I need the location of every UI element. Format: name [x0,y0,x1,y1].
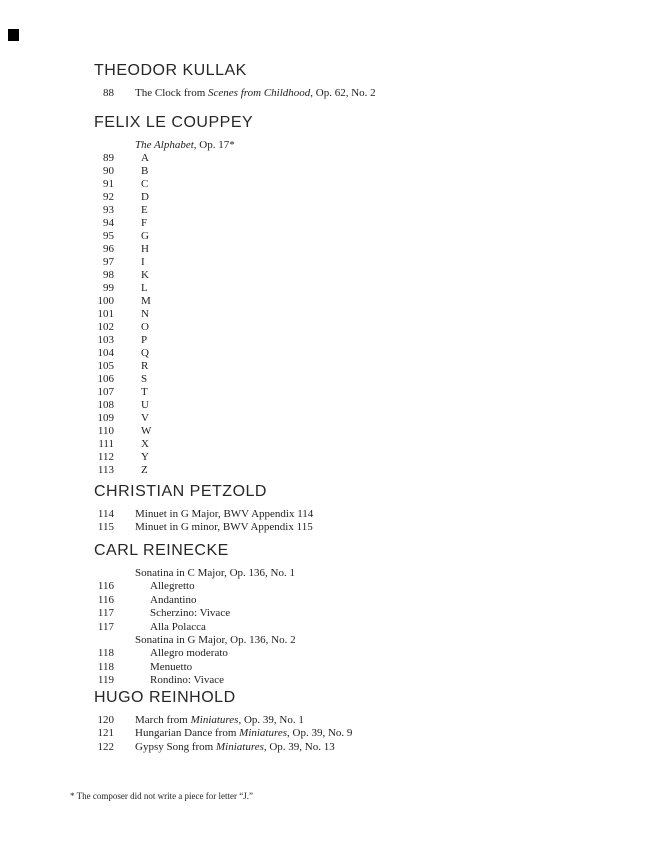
piece-title: D [141,191,149,204]
footnote: * The composer did not write a piece for letter “J.” [70,791,254,801]
title-text: Gypsy Song from [135,740,216,753]
section-christian-petzold [94,482,574,535]
toc-item [94,334,574,347]
page-number: 96 [103,243,114,256]
page-number: 102 [97,321,114,334]
toc-item [94,321,574,334]
piece-title: U [141,399,149,412]
page-number: 114 [97,508,114,520]
collection-subheading: Sonatina in C Major, Op. 136, No. 1 [135,567,295,579]
page-number: 118 [97,647,114,660]
page-number: 98 [103,269,114,282]
composer-heading: CHRISTIAN PETZOLD [94,483,267,500]
toc-item [94,373,574,386]
piece-title: R [141,360,149,373]
title-text: March from [135,714,191,726]
page-number: 88 [103,87,114,99]
piece-title: A [141,152,149,165]
toc-item [94,647,574,660]
page-number: 94 [103,217,114,230]
page-number: 90 [103,165,114,178]
title-italic-text: Scenes from Childhood [208,87,311,99]
piece-title: V [141,412,149,425]
composer-heading: CARL REINECKE [94,542,229,559]
piece-title: S [141,373,148,386]
toc-item [94,360,574,373]
toc-item [94,521,574,534]
collection-title [135,139,235,152]
title-text: The Clock from [135,87,209,99]
toc-item [94,295,574,308]
page-number: 120 [97,714,114,726]
piece-title: Minuet in G minor, BWV Appendix 115 [135,521,313,534]
piece-title: Minuet in G Major, BWV Appendix 114 [135,508,314,520]
piece-title: P [141,334,148,347]
toc-item [94,412,574,425]
piece-title: G [141,230,149,243]
toc-item [94,243,574,256]
composer-heading: FELIX LE COUPPEY [94,114,254,131]
title-text: , Op. 39, No. 13 [263,740,335,753]
toc-item [94,451,574,464]
toc-item [94,282,574,295]
piece-title: I [141,256,145,269]
page-number: 103 [97,334,114,347]
piece-title: B [141,165,149,178]
toc-item [94,594,574,607]
piece-title: K [141,269,149,282]
toc-item [94,727,574,740]
toc-item [94,347,574,360]
toc-item [94,256,574,269]
petzold-list [94,508,574,535]
title-italic-text: Miniatures [239,727,288,740]
toc-item [94,425,574,438]
movement-title: Rondino: Vivace [150,674,224,687]
toc-item [94,165,574,178]
toc-item [94,399,574,412]
piece-title: F [141,217,148,230]
page-number: 107 [97,386,114,399]
toc-item [94,87,574,100]
toc-item [94,308,574,321]
page-number: 116 [97,580,114,593]
title-italic-text: Miniatures [190,714,239,726]
toc-item [94,204,574,217]
page-number: 112 [97,451,114,464]
toc-item [94,386,574,399]
section-carl-reinecke [94,541,574,688]
page-number: 100 [97,295,114,308]
page-number: 116 [97,593,114,606]
sonatina-1-movements [94,580,574,634]
toc-item [94,607,574,620]
page-number: 93 [103,204,114,217]
toc-item [94,508,574,521]
section-theodor-kullak [94,61,574,100]
alphabet-list [94,152,574,477]
piece-title: Z [141,464,148,477]
page-number: 110 [97,425,114,438]
piece-title: T [141,386,148,399]
piece-title [135,741,335,754]
toc-item [94,152,574,165]
page-number: 97 [103,256,114,269]
movement-title: Allegretto [150,580,195,593]
toc-item [94,269,574,282]
collection-subheading: Sonatina in G Major, Op. 136, No. 2 [135,634,296,647]
piece-title: N [141,308,149,321]
movement-title: Andantino [150,593,197,606]
page-number: 108 [97,399,114,412]
piece-title [135,714,304,727]
page-number: 105 [97,360,114,373]
piece-title [135,727,352,740]
page-number: 89 [103,152,114,165]
page-number: 121 [97,727,114,740]
reinhold-list [94,714,574,754]
movement-title: Alla Polacca [150,620,206,633]
page-number: 115 [97,521,114,534]
movement-title: Scherzino: Vivace [150,607,231,620]
page-number: 109 [97,412,114,425]
toc-item [94,661,574,674]
toc-item [94,674,574,687]
composer-heading: HUGO REINHOLD [94,689,236,706]
toc-item [94,230,574,243]
toc-item [94,621,574,634]
toc-item [94,464,574,477]
toc-item [94,438,574,451]
toc-item [94,217,574,230]
piece-title: L [141,282,148,295]
print-registration-mark [8,29,19,41]
page-number: 118 [97,660,114,673]
page-number: 117 [97,607,114,620]
title-text: , Op. 39, No. 1 [238,714,304,726]
page-number: 119 [97,674,114,687]
piece-title: Q [141,347,149,360]
title-text: , Op. 62, No. 2 [310,87,376,99]
piece-title: M [141,295,151,308]
toc-item [94,580,574,593]
section-hugo-reinhold [94,688,574,754]
title-italic-text: Miniatures [215,740,264,753]
page-number: 113 [97,464,114,477]
sonatina-2-movements [94,647,574,687]
collection-title-row [94,139,574,152]
toc-item [94,714,574,727]
piece-title: C [141,178,149,191]
page-number: 117 [97,620,114,633]
page-number: 106 [97,373,114,386]
toc-item [94,741,574,754]
title-italic-text: The Alphabet [135,139,194,151]
piece-title [135,87,376,100]
section-felix-le-couppey [94,113,574,477]
page-number: 99 [103,282,114,295]
title-text: Hungarian Dance from [135,727,240,740]
piece-title: O [141,321,149,334]
page-number: 101 [97,308,114,321]
piece-title: E [141,204,148,217]
page-number: 104 [97,347,114,360]
piece-title: H [141,243,149,256]
title-text: , Op. 39, No. 9 [287,727,353,740]
movement-title: Allegro moderato [150,647,228,660]
toc-item [94,178,574,191]
page-number: 95 [103,230,114,243]
toc-item [94,191,574,204]
title-text: , Op. 17* [193,139,235,151]
page-number: 122 [97,740,114,753]
piece-title: W [141,425,152,438]
composer-heading: THEODOR KULLAK [94,62,247,79]
piece-title: X [141,438,149,451]
page-number: 91 [103,178,114,191]
page-number: 111 [98,438,114,451]
page-number: 92 [103,191,114,204]
movement-title: Menuetto [150,660,193,673]
piece-title: Y [141,451,149,464]
